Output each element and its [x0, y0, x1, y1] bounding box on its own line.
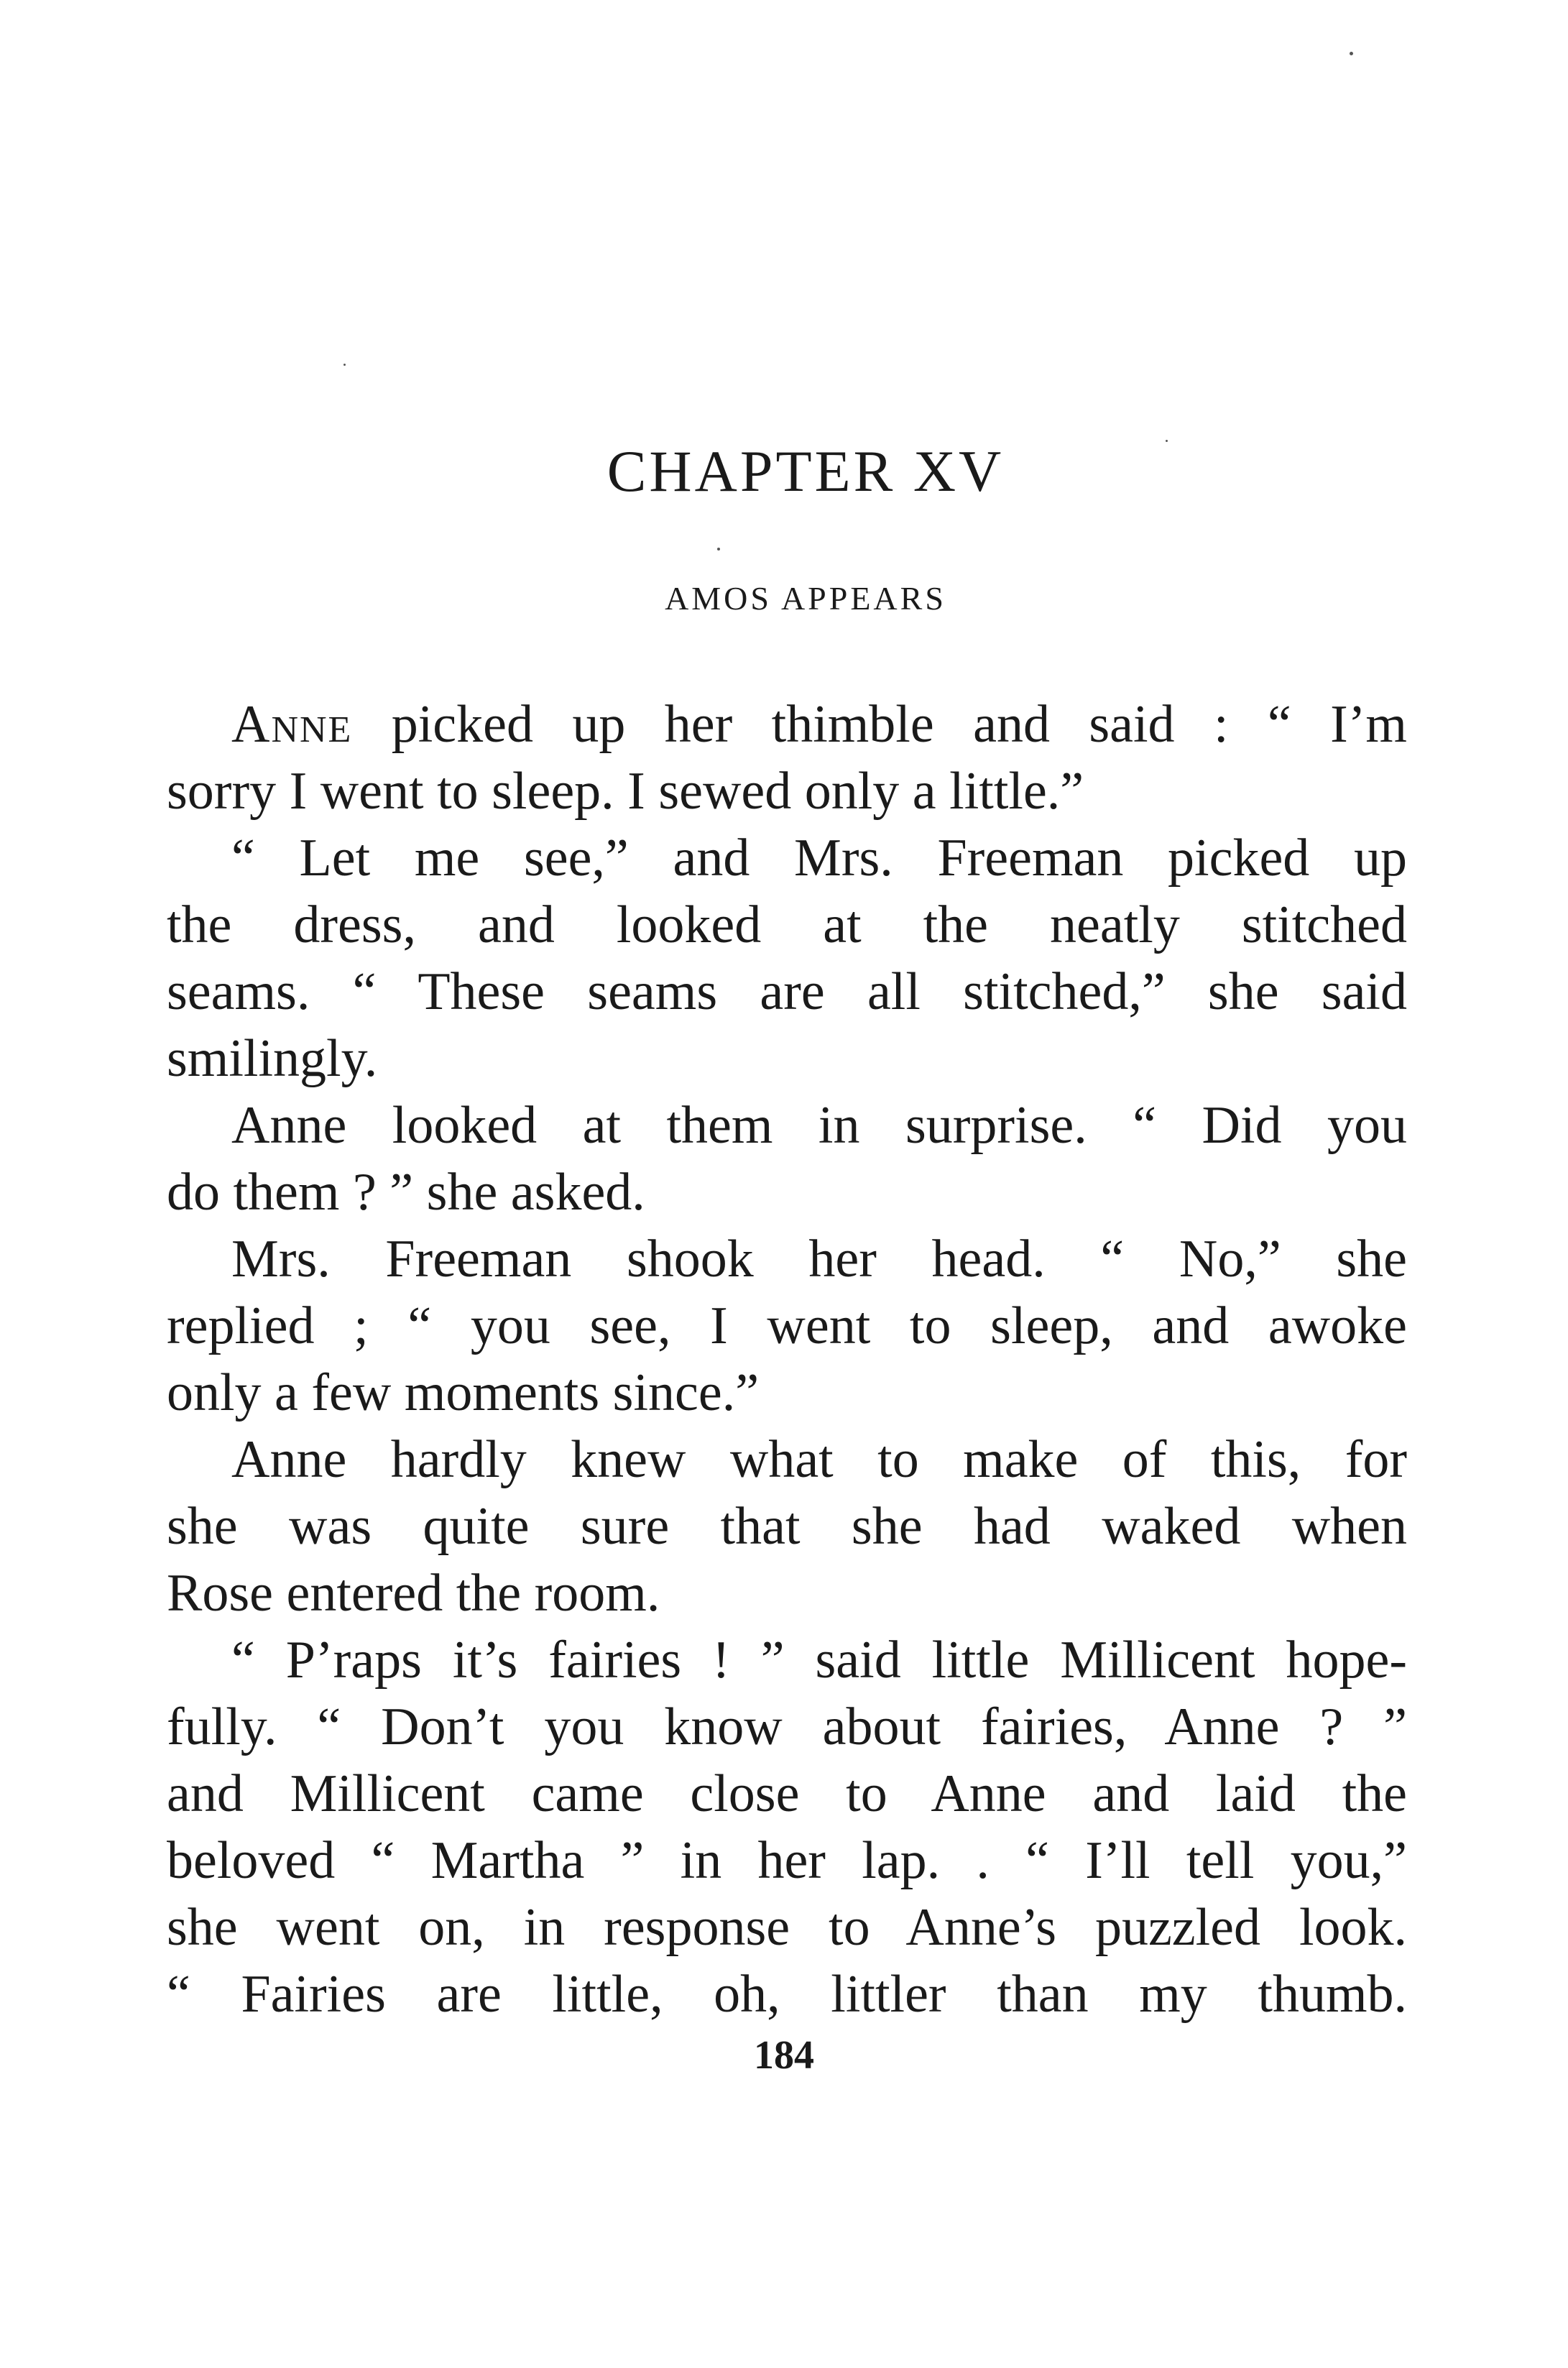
- text-line: “ Let me see,” and Mrs. Freeman picked up: [231, 829, 1407, 888]
- text-line: seams. “ These seams are all stitched,” she said: [167, 962, 1407, 1021]
- drop-word: Anne: [231, 695, 353, 754]
- chapter-title: CHAPTER XV: [607, 438, 1005, 504]
- text-line: beloved “ Martha ” in her lap. . “ I’ll tell you,”: [167, 1831, 1407, 1890]
- text-line: “ Fairies are little, oh, littler than my thumb.: [167, 1965, 1407, 2024]
- text-line: Mrs. Freeman shook her head. “ No,” she: [231, 1230, 1407, 1289]
- chapter-body: [167, 691, 1407, 2028]
- text-line: Anne picked up her thimble and said : “ I’m: [231, 695, 1407, 754]
- text-line: Anne looked at them in surprise. “ Did you: [231, 1096, 1407, 1155]
- print-speck: [343, 364, 346, 366]
- text-line: she was quite sure that she had waked when: [167, 1497, 1407, 1556]
- text-line: Anne hardly knew what to make of this, for: [231, 1430, 1407, 1489]
- text-line: Rose entered the room.: [167, 1564, 660, 1623]
- text-line: only a few moments since.”: [167, 1363, 760, 1422]
- print-speck: [1350, 52, 1353, 55]
- print-speck: [717, 548, 720, 550]
- text-line: sorry I went to sleep. I sewed only a little.”: [167, 762, 1084, 821]
- page-number: 184: [754, 2033, 814, 2078]
- text-line: fully. “ Don’t you know about fairies, Anne ? ”: [167, 1697, 1407, 1756]
- text-line: the dress, and looked at the neatly stitched: [167, 895, 1407, 954]
- text-line: and Millicent came close to Anne and laid the: [167, 1764, 1407, 1823]
- chapter-subtitle: AMOS APPEARS: [665, 580, 946, 617]
- text-line: she went on, in response to Anne’s puzzled look.: [167, 1898, 1407, 1957]
- text-line: do them ? ” she asked.: [167, 1163, 645, 1222]
- text-line: “ P’raps it’s fairies ! ” said little Millicent hope-: [231, 1631, 1407, 1690]
- text-line: replied ; “ you see, I went to sleep, and awoke: [167, 1296, 1407, 1355]
- text-line: smilingly.: [167, 1029, 378, 1088]
